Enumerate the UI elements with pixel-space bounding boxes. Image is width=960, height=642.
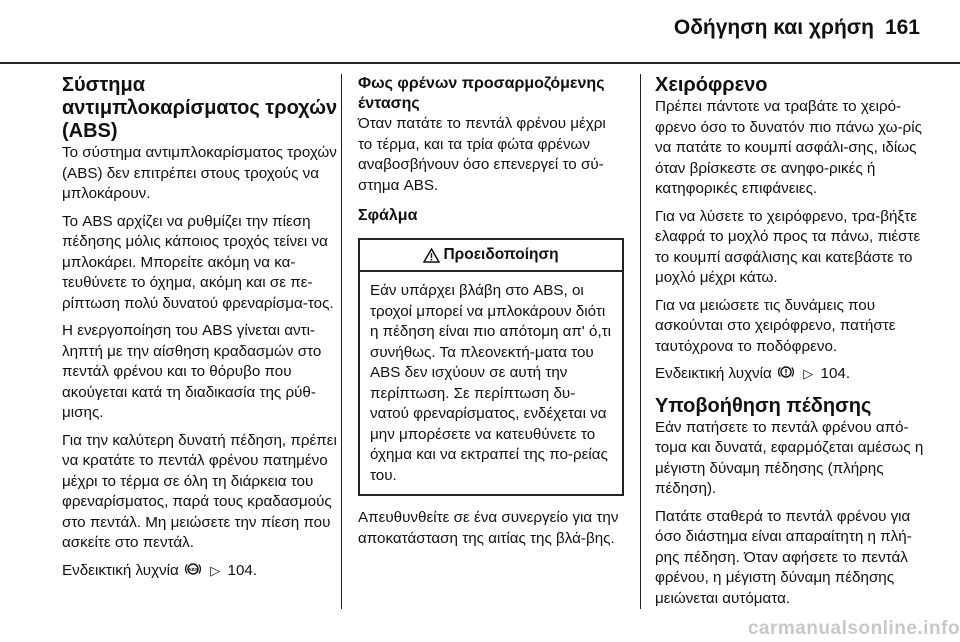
reference-arrow-icon: ▷ <box>803 366 814 381</box>
paragraph: Εάν πατήσετε το πεντάλ φρένου από-τομα και δυνατά, εφαρμόζεται αμέσως η μέγιστη δύναμη πέδησης (πλήρης πέδηση). <box>655 418 924 497</box>
svg-text:ABS: ABS <box>188 566 198 572</box>
paragraph: Το σύστημα αντιμπλοκαρίσματος τροχών (ABS) δεν επιτρέπει στους τροχούς να μπλοκάρουν. <box>62 144 337 202</box>
section-title: Οδήγηση και χρήση <box>673 16 874 39</box>
reference-arrow-icon: ▷ <box>210 562 221 578</box>
column-left <box>62 74 340 590</box>
paragraph: Η ενεργοποίηση του ABS γίνεται αντι-ληπτή με την αίσθηση κραδασμών στο πεντάλ φρένου και το θόρυβο που ακούγεται κατά τη διαδικασία της ρύθ-μισης. <box>62 322 322 421</box>
page-reference: 104. <box>820 365 851 382</box>
warning-header <box>360 240 622 272</box>
indicator-label: Ενδεικτική λυχνία <box>655 365 772 382</box>
parking-brake-heading: Χειρόφρενο <box>655 74 768 96</box>
column-right <box>655 74 927 616</box>
paragraph: Για να μειώσετε τις δυνάμεις που ασκούνται στο χειρόφρενο, πατήστε ταυτόχρονα το ποδόφρενο. <box>655 296 896 355</box>
indicator-reference <box>62 561 340 584</box>
abs-warning-icon <box>185 561 201 584</box>
paragraph: Για να λύσετε το χειρόφρενο, τρα-βήξτε ελαφρά το μοχλό προς τα πάνω, πιέστε το κουμπί ασφάλισης και κατεβάστε το μοχλό μέχρι κάτω. <box>655 207 921 286</box>
page-reference: 104. <box>227 561 258 579</box>
indicator-label: Ενδεικτική λυχνία <box>62 561 179 579</box>
indicator-reference <box>655 364 927 387</box>
warning-body <box>360 272 622 494</box>
column-divider <box>640 74 641 609</box>
paragraph: Όταν πατάτε το πεντάλ φρένου μέχρι το τέρμα, και τα τρία φώτα φρένων αναβοσβήνουν όσο επενεργεί το σύ-στημα ABS. <box>358 115 606 194</box>
brake-assist-heading: Υποβοήθηση πέδησης <box>655 394 872 417</box>
fault-heading: Σφάλμα <box>358 207 418 224</box>
page-number: 161 <box>884 16 920 39</box>
warning-box <box>358 238 624 496</box>
paragraph: Πρέπει πάντοτε να τραβάτε το χειρό-φρενο όσο το δυνατόν πιο πάνω χω-ρίς να πατάτε το κουμπί ασφάλι-σης, ιδίως όταν βρίσκεστε σε ανηφο-ρικές ή κατηφορικές επιφάνειες. <box>655 98 922 197</box>
warning-title: Προειδοποίηση <box>443 246 559 263</box>
warning-text: Εάν υπάρχει βλάβη στο ABS, οι τροχοί μπορεί να μπλοκάρουν διότι η πέδηση είναι πιο απότομη απ' ό,τι συνήθως. Τα πλεονεκτή-ματα του ABS δεν ισχύουν σε αυτή την περίπτωση. Σε περίπτωση δυ-νατού φρεναρίσματος, ενδέχεται να μην μπορέσετε να κατευθύνετε το όχημα και να εκτραπεί της πο-ρείας του. <box>370 282 612 484</box>
paragraph: Για την καλύτερη δυνατή πέδηση, πρέπει να κρατάτε το πεντάλ φρένου πατημένο μέχρι το τέρμα σε όλη τη διάρκεια του φρεναρίσματος, παρά τους κραδασμούς στο πεντάλ. Μη μειώσετε την πίεση που ασκείτε στο πεντάλ. <box>62 431 337 551</box>
page-header <box>0 0 960 64</box>
abs-heading: Σύστημα αντιμπλοκαρίσματος τροχών (ABS) <box>62 74 338 142</box>
paragraph: Πατάτε σταθερά το πεντάλ φρένου για όσο διάστημα είναι απαραίτητη η πλή-ρης πέδηση. Όταν αφήσετε το πεντάλ φρένου, η μέγιστη δύναμη πέδησης μειώνεται αυτόματα. <box>655 507 912 607</box>
watermark: carmanualsonline.info <box>747 618 960 639</box>
column-middle <box>358 74 624 556</box>
paragraph: Απευθυνθείτε σε ένα συνεργείο για την αποκατάσταση της αιτίας της βλά-βης. <box>358 509 619 547</box>
column-divider <box>341 74 342 609</box>
paragraph: Το ABS αρχίζει να ρυθμίζει την πίεση πέδησης μόλις κάποιος τροχός τείνει να μπλοκάρει. Μπορείτε ακόμη να κα-τευθύνετε το όχημα, ακόμη και σε πε-ρίπτωση πολύ δυνατού φρεναρίσμα-τος. <box>62 212 334 312</box>
adaptive-brake-light-heading: Φως φρένων προσαρμοζόμενης έντασης <box>358 75 605 112</box>
warning-triangle-icon <box>423 248 440 263</box>
brake-warning-icon <box>778 364 794 387</box>
